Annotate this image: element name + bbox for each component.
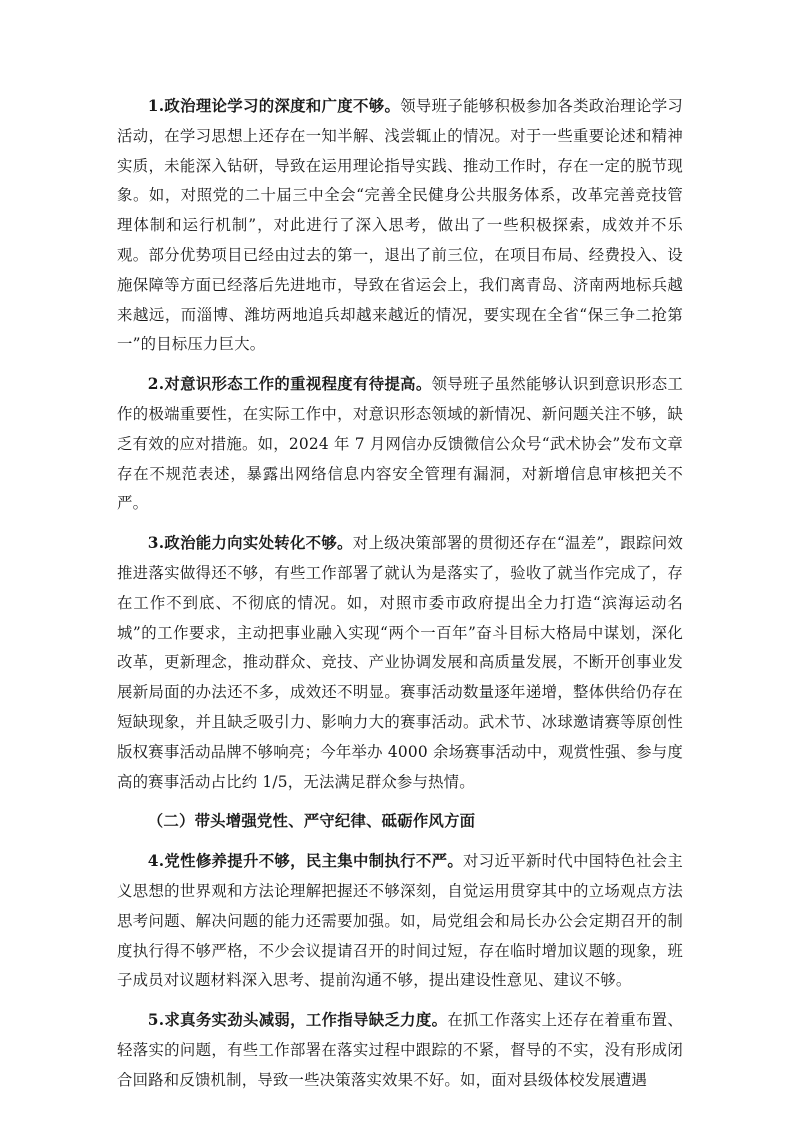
section-heading: （二）带头增强党性、严守纪律、砥砺作风方面 bbox=[147, 812, 476, 831]
paragraph-5-lead: 5.求真务实劲头减弱，工作指导缺乏力度。 bbox=[147, 1011, 448, 1030]
paragraph-3 bbox=[117, 529, 683, 797]
document-page bbox=[117, 92, 683, 1106]
paragraph-4 bbox=[117, 847, 683, 996]
paragraph-4-lead: 4.党性修养提升不够，民主集中制执行不严。 bbox=[147, 852, 464, 871]
paragraph-5-body: 在抓工作落实上还存在着重布置、轻落实的问题，有些工作部署在落实过程中跟踪的不紧，督导的不实，没有形成闭合回路和反馈机制，导致一些决策落实效果不好。如，面对县级体校发展遭遇 bbox=[117, 1011, 683, 1089]
paragraph-2 bbox=[117, 370, 683, 519]
paragraph-1 bbox=[117, 92, 683, 360]
paragraph-5 bbox=[117, 1006, 683, 1095]
paragraph-3-body: 对上级决策部署的贯彻还存在“温差”，跟踪问效推进落实做得还不够，有些工作部署了就认为是落实了，验收了就当作完成了，存在工作不到底、不彻底的情况。如，对照市委市政府提出全力打造“滨海运动名城”的工作要求，主动把事业融入实现“两个一百年”奋斗目标大格局中谋划，深化改革，更新理念，推动群众、竞技、产业协调发展和高质量发展，不断开创事业发展新局面的办法还不多，成效还不明显。赛事活动数量逐年递增，整体供给仍存在短缺现象，并且缺乏吸引力、影响力大的赛事活动。武术节、冰球邀请赛等原创性版权赛事活动品牌不够响亮；今年举办 4000 余场赛事活动中，观赏性强、参与度高的赛事活动占比约 1/5，无法满足群众参与热情。 bbox=[117, 534, 683, 791]
paragraph-2-lead: 2.对意识形态工作的重视程度有待提高。 bbox=[147, 375, 432, 394]
paragraph-3-lead: 3.政治能力向实处转化不够。 bbox=[147, 534, 353, 553]
paragraph-1-body: 领导班子能够积极参加各类政治理论学习活动，在学习思想上还存在一知半解、浅尝辄止的情况。对于一些重要论述和精神实质，未能深入钻研，导致在运用理论指导实践、推动工作时，存在一定的脱节现象。如，对照党的二十届三中全会“完善全民健身公共服务体系，改革完善竞技管理体制和运行机制”，对此进行了深入思考，做出了一些积极探索，成效并不乐观。部分优势项目已经由过去的第一，退出了前三位，在项目布局、经费投入、设施保障等方面已经落后先进地市，导致在省运会上，我们离青岛、济南两地标兵越来越远，而淄博、潍坊两地追兵却越来越近的情况，要实现在全省“保三争二抢第一”的目标压力巨大。 bbox=[117, 97, 684, 354]
paragraph-1-lead: 1.政治理论学习的深度和广度不够。 bbox=[147, 97, 401, 115]
paragraph-4-body: 对习近平新时代中国特色社会主义思想的世界观和方法论理解把握还不够深刻，自觉运用贯穿其中的立场观点方法思考问题、解决问题的能力还需要加强。如，局党组会和局长办公会定期召开的制度执行得不够严格，不少会议提请召开的时间过短，存在临时增加议题的现象，班子成员对议题材料深入思考、提前沟通不够，提出建设性意见、建议不够。 bbox=[117, 852, 683, 990]
paragraph-2-body: 领导班子虽然能够认识到意识形态工作的极端重要性，在实际工作中，对意识形态领域的新情况、新问题关注不够，缺乏有效的应对措施。如，2024 年 7 月网信办反馈微信公众号“武术协会”发布文章存在不规范表述，暴露出网络信息内容安全管理有漏洞，对新增信息审核把关不严。 bbox=[117, 375, 683, 513]
